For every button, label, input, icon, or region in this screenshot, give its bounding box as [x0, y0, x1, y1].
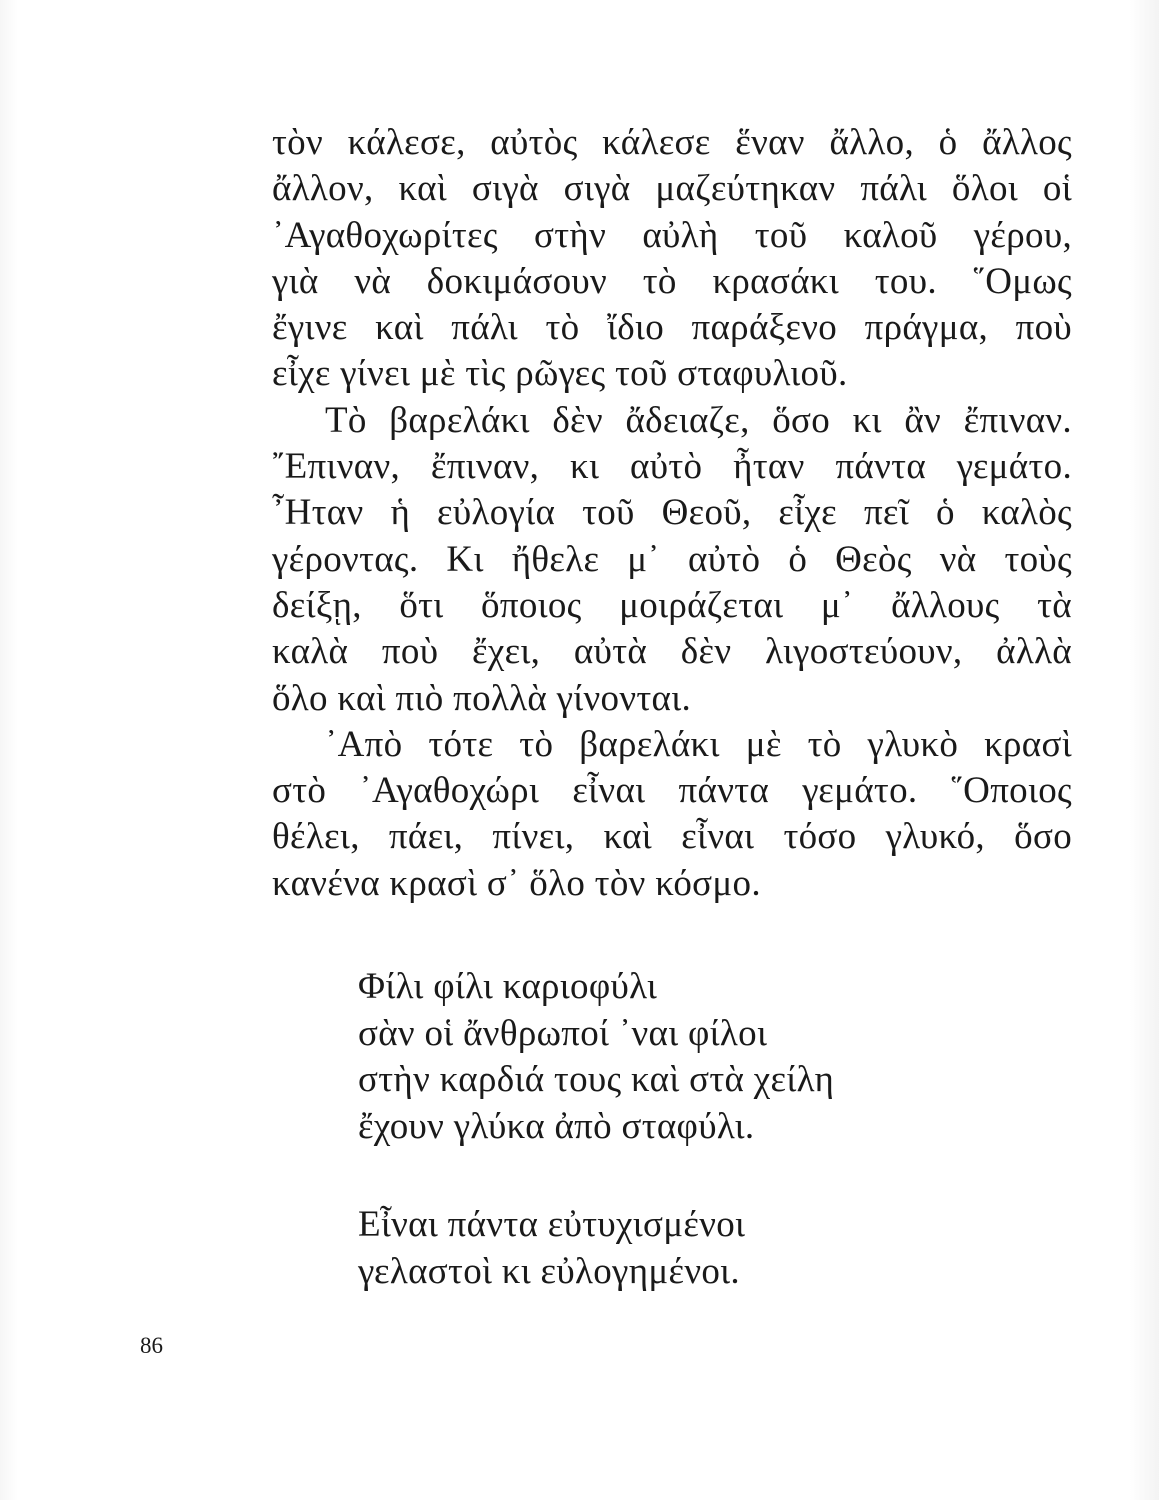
poem-verse: στὴν καρδιά τους καὶ στὰ χείλη	[358, 1059, 835, 1100]
text-line: κανένα κρασὶ σ᾿ ὅλο τὸν κόσμο.	[272, 862, 761, 904]
text-line: ἄλλον, καὶ σιγὰ σιγὰ μαζεύτηκαν πάλι ὅλοι οἱ	[272, 168, 1072, 210]
text-line: ῏Ηταν ἡ εὐλογία τοῦ Θεοῦ, εἶχε πεῖ ὁ καλὸς	[272, 492, 1072, 534]
text-line: τὸν κάλεσε, αὐτὸς κάλεσε ἕναν ἄλλο, ὁ ἄλλος	[272, 122, 1072, 163]
text-line: ἔγινε καὶ πάλι τὸ ἴδιο παράξενο πράγμα, ποὺ	[272, 307, 1072, 349]
text-line: εἶχε γίνει μὲ τὶς ρῶγες τοῦ σταφυλιοῦ.	[272, 353, 848, 395]
text-line: ᾿Αγαθοχωρίτες στὴν αὐλὴ τοῦ καλοῦ γέρου,	[272, 214, 1072, 256]
text-line: Τὸ βαρελάκι δὲν ἄδειαζε, ὅσο κι ἂν ἔπιναν.	[325, 399, 1072, 441]
text-line: γιὰ νὰ δοκιμάσουν τὸ κρασάκι του. ῞Ομως	[272, 260, 1072, 302]
poem-stanza-1	[358, 964, 834, 1150]
text-line: δείξῃ, ὅτι ὅποιος μοιράζεται μ᾿ ἄλλους τὰ	[272, 584, 1072, 626]
poem-verse: σὰν οἱ ἄνθρωποί ᾿ναι φίλοι	[358, 1012, 768, 1054]
text-line: καλὰ ποὺ ἔχει, αὐτὰ δὲν λιγοστεύουν, ἀλλὰ	[272, 631, 1072, 673]
prose-body	[272, 120, 1072, 907]
poem-stanza-2	[358, 1202, 745, 1295]
text-line: ᾿Απὸ τότε τὸ βαρελάκι μὲ τὸ γλυκὸ κρασὶ	[325, 723, 1072, 765]
text-line: στὸ ᾿Αγαθοχώρι εἶναι πάντα γεμάτο. ῞Οποιος	[272, 770, 1072, 812]
text-line: ῎Επιναν, ἔπιναν, κι αὐτὸ ἦταν πάντα γεμάτο.	[272, 446, 1072, 488]
poem-verse: Φίλι φίλι καριοφύλι	[358, 966, 658, 1007]
text-line: θέλει, πάει, πίνει, καὶ εἶναι τόσο γλυκό, ὅσο	[272, 816, 1072, 858]
text-line: γέροντας. Κι ἤθελε μ᾿ αὐτὸ ὁ Θεὸς νὰ τοὺς	[272, 538, 1072, 580]
text-line: ὅλο καὶ πιὸ πολλὰ γίνονται.	[272, 677, 692, 719]
poem-verse: ἔχουν γλύκα ἀπὸ σταφύλι.	[358, 1105, 755, 1147]
poem-verse: Εἶναι πάντα εὐτυχισμένοι	[358, 1204, 746, 1245]
poem-verse: γελαστοὶ κι εὐλογημένοι.	[358, 1250, 740, 1292]
page-number: 86	[140, 1333, 163, 1358]
